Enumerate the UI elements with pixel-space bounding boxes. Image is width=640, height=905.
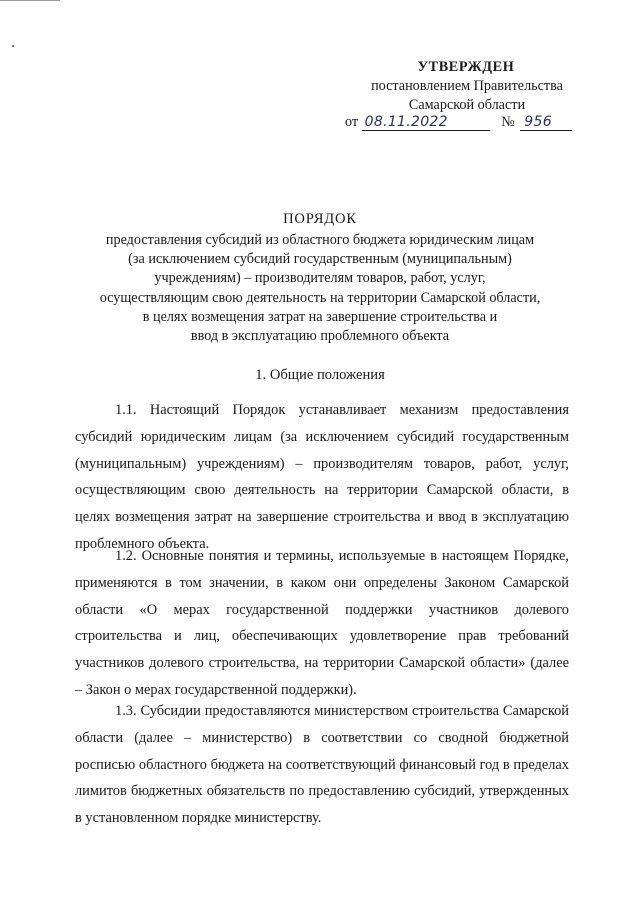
scan-edge-line (0, 0, 60, 1)
approval-line-1: постановлением Правительства (371, 78, 563, 94)
paragraph-1-1: 1.1. Настоящий Порядок устанавливает механизм предоставления субсидий юридическим лицам (за исключением субсидий государственным (муниципальным) учреждениям) – производителям товаров, работ, услуг, осуществляющим свою деятельность на территории Самарской области, в целях возмещения затрат на завершение строительства и ввод в эксплуатацию проблемного объекта. (75, 402, 569, 552)
number-sign: № (501, 114, 515, 130)
subtitle-line: в целях возмещения затрат на завершение строительства и (142, 308, 498, 325)
subtitle-line: осуществляющим свою деятельность на территории Самарской области, (99, 289, 541, 306)
paragraph-1-3: 1.3. Субсидии предоставляются министерством строительства Самарской области (далее – министерство) в соответствии со сводной бюджетной росписью областного бюджета на соответствующий финансовый год в пределах лимитов бюджетных обязательств по предоставлению субсидий, утвержденных в установленном порядке министерству. (75, 703, 569, 827)
approval-line-2: Самарской области (408, 97, 526, 113)
date-prefix: от (345, 114, 359, 130)
paragraph-1-2: 1.2. Основные понятия и термины, используемые в настоящем Порядке, применяются в том значении, в каком они определены Законом Самарской области «О мерах государственной поддержки участников долевого строительства и лиц, обеспечивающих удовлетворение прав требований участников долевого строительства, на территории Самарской области» (далее – Закон о мерах государственной поддержки). (75, 548, 569, 698)
handwritten-date: 08.11.2022 (362, 114, 490, 131)
section-heading: 1. Общие положения (255, 367, 385, 383)
document-title: ПОРЯДОК (283, 211, 357, 227)
scan-speck (12, 45, 14, 47)
approval-date-line (345, 114, 572, 131)
subtitle-line: учреждениям) – производителям товаров, работ, услуг, (154, 270, 486, 287)
handwritten-number: 956 (520, 114, 572, 131)
document-subtitle (55, 231, 585, 346)
subtitle-line: (за исключением субсидий государственным (муниципальным) (128, 251, 512, 268)
approval-title: УТВЕРЖДЕН (417, 59, 515, 75)
subtitle-line: ввод в эксплуатацию проблемного объекта (190, 328, 450, 345)
approval-stamp-block (336, 58, 576, 115)
subtitle-line: предоставления субсидий из областного бюджета юридическим лицам (105, 232, 535, 248)
